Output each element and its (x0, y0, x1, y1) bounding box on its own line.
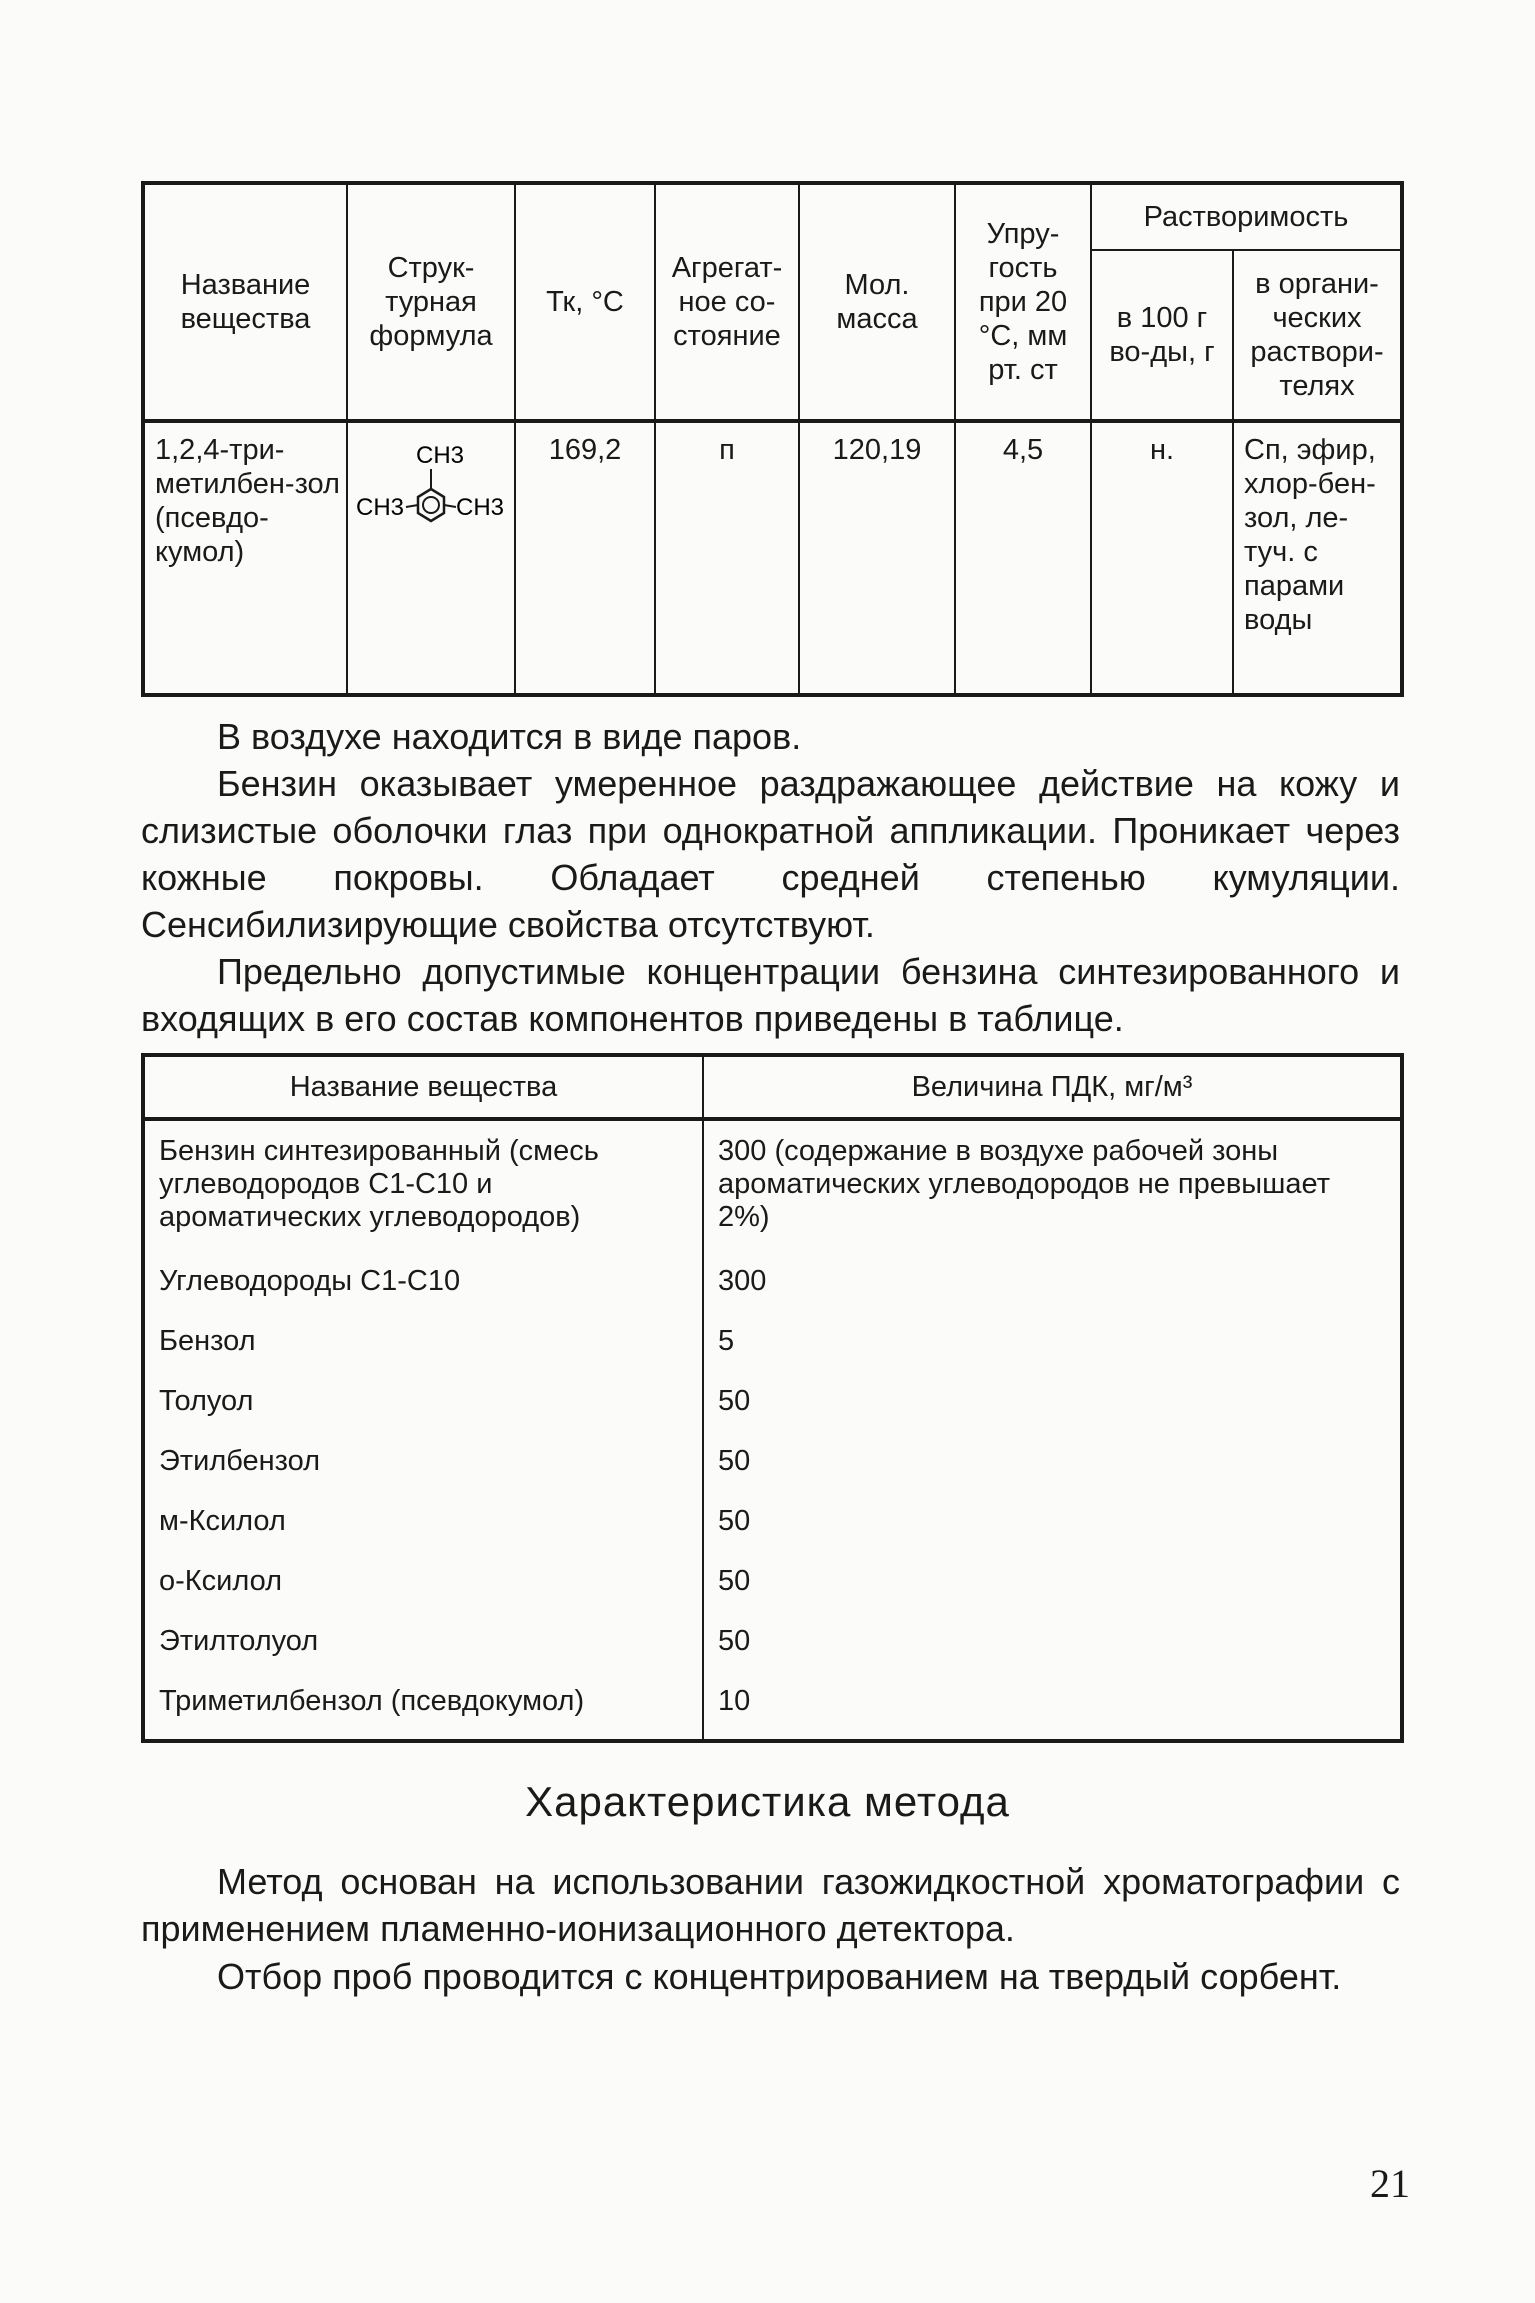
pdk-row-name: о-Ксилол (143, 1559, 703, 1619)
pdk-row-value: 300 (703, 1259, 1402, 1319)
formula-top-label: CH3 (416, 442, 465, 469)
pdk-row-name: Этилтолуол (143, 1619, 703, 1679)
page-number: 21 (1370, 2161, 1410, 2206)
section-heading: Характеристика метода (525, 1778, 1010, 1825)
paragraph-pdk-intro: Предельно допустимые концентрации бензина синтезированного и входящих в его состав компонентов приведены в таблице. (141, 951, 1400, 1039)
paragraph-sampling: Отбор проб проводится с концентрированием на твердый сорбент. (217, 1956, 1342, 1997)
header-formula: Струк-турная формула (347, 183, 515, 421)
benzene-ring-icon (356, 433, 506, 543)
pdk-row-value: 300 (содержание в воздухе рабочей зоны ароматических углеводородов не превышает 2%) (703, 1119, 1402, 1259)
cell-pressure: 4,5 (955, 421, 1091, 695)
cell-mass: 120,19 (799, 421, 955, 695)
paragraph-effects: Бензин оказывает умеренное раздражающее действие на кожу и слизистые оболочки глаз при однократной аппликации. Проникает через кожные покровы. Обладает средней степенью кумуляции. Сенсибилизирующие свойства отсутствуют. (141, 763, 1400, 945)
pdk-row-value: 5 (703, 1319, 1402, 1379)
pdk-row-value: 50 (703, 1559, 1402, 1619)
header-solubility: Растворимость (1091, 183, 1402, 250)
pdk-row-name: Толуол (143, 1379, 703, 1439)
paragraph-vapor: В воздухе находится в виде паров. (217, 716, 802, 757)
pdk-row-name: Триметилбензол (псевдокумол) (143, 1679, 703, 1741)
pdk-row-name: Углеводороды С1-С10 (143, 1259, 703, 1319)
cell-state: п (655, 421, 799, 695)
header-organic: в органи-ческих раствори-телях (1233, 250, 1402, 421)
pdk-row-name: Бензин синтезированный (смесь углеводородов С1-С10 и ароматических углеводородов) (143, 1119, 703, 1259)
pdk-row-name: м-Ксилол (143, 1499, 703, 1559)
pdk-row-name: Этилбензол (143, 1439, 703, 1499)
header-mass: Мол. масса (799, 183, 955, 421)
properties-table (141, 181, 1404, 697)
header-pressure: Упру-гость при 20 °С, мм рт. ст (955, 183, 1091, 421)
cell-name: 1,2,4-три-метилбен-зол (псевдо-кумол) (143, 421, 347, 695)
formula-right-label: CH3 (456, 494, 505, 521)
pdk-row-value: 50 (703, 1379, 1402, 1439)
pdk-row-value: 50 (703, 1439, 1402, 1499)
header-water: в 100 г во-ды, г (1091, 250, 1233, 421)
pdk-row-value: 50 (703, 1499, 1402, 1559)
formula-left-label: CH3 (356, 494, 405, 521)
pdk-header-value: Величина ПДК, мг/м³ (703, 1055, 1402, 1119)
header-tk: Тк, °С (515, 183, 655, 421)
header-name: Название вещества (143, 183, 347, 421)
pdk-row-value: 10 (703, 1679, 1402, 1741)
cell-tk: 169,2 (515, 421, 655, 695)
pdk-table (141, 1053, 1404, 1743)
structural-formula (347, 421, 515, 695)
header-state: Агрегат-ное со-стояние (655, 183, 799, 421)
pdk-row-name: Бензол (143, 1319, 703, 1379)
pdk-row-value: 50 (703, 1619, 1402, 1679)
pdk-header-name: Название вещества (143, 1055, 703, 1119)
cell-water: н. (1091, 421, 1233, 695)
paragraph-method: Метод основан на использовании газожидкостной хроматографии с применением пламенно-ионизационного детектора. (141, 1861, 1400, 1949)
cell-organic: Сп, эфир, хлор-бен-зол, ле-туч. с парами воды (1233, 421, 1402, 695)
